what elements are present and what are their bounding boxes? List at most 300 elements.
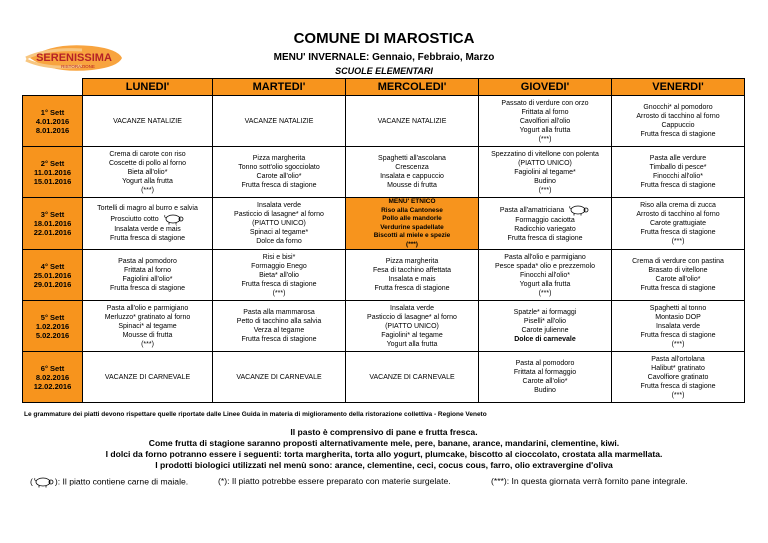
dish-text: Spatzle* ai formaggi (513, 309, 577, 316)
dish-text: Spinaci* al tegame (118, 322, 177, 330)
corner-cell (23, 79, 83, 96)
dish-line (614, 257, 742, 266)
dish-line (215, 262, 343, 271)
dish-line (481, 150, 609, 159)
dish-line (85, 266, 210, 275)
dish-text: Riso alla crema di zucca (640, 202, 716, 209)
dish-line (481, 204, 609, 216)
menu-cell (346, 301, 479, 352)
menu-cell (346, 352, 479, 403)
week-row (23, 301, 745, 352)
day-header: MARTEDI' (213, 79, 346, 96)
dish-line (348, 304, 476, 313)
dish-text: Frutta fresca di stagione (507, 235, 583, 242)
dish-line (614, 103, 742, 112)
dish-line (85, 313, 210, 322)
dish-line (348, 232, 476, 241)
menu-cell (479, 147, 612, 198)
dish-line (614, 304, 742, 313)
dish-line (215, 201, 343, 210)
menu-cell (83, 301, 213, 352)
dish-line (85, 284, 210, 293)
week-label-line: 12.02.2016 (33, 381, 72, 391)
dish-line (614, 121, 742, 130)
dish-text: Halibut* gratinato (651, 364, 705, 372)
dish-text: Radicchio variegato (514, 226, 576, 233)
menu-cell (213, 96, 346, 147)
dish-text: Yogurt alla frutta (519, 126, 571, 134)
menu-cell (479, 250, 612, 301)
dish-text: (***) (141, 186, 154, 194)
dish-line (614, 112, 742, 121)
dish-line (85, 186, 210, 195)
dish-text: Budino (534, 177, 556, 185)
dish-line (85, 117, 210, 126)
dish-text: Insalata verde (257, 202, 301, 209)
dish-line (614, 163, 742, 172)
week-label (23, 198, 83, 250)
dish-text: (***) (406, 240, 418, 248)
dish-line (215, 317, 343, 326)
pig-icon (163, 213, 185, 225)
dish-text: Pasta al pomodoro (118, 258, 177, 265)
dish-text: Frutta fresca di stagione (640, 331, 716, 339)
week-label-line: 5° Sett (40, 312, 65, 322)
dish-line (481, 271, 609, 280)
dish-text: Arrosto di tacchino al forno (636, 113, 720, 120)
dish-text: Carote all'olio* (655, 276, 701, 283)
week-row (23, 352, 745, 403)
dish-text: Finocchi all'olio* (653, 173, 703, 180)
dish-line (215, 210, 343, 219)
dish-line (348, 215, 476, 224)
dish-line (614, 154, 742, 163)
dish-line (614, 340, 742, 349)
dish-line (215, 154, 343, 163)
menu-cell (213, 301, 346, 352)
dish-text: Pasta al pomodoro (515, 360, 575, 367)
menu-cell (213, 250, 346, 301)
dish-line (85, 275, 210, 284)
dish-text: Pasta all'olio e parmigiano (504, 253, 586, 261)
dish-line (215, 308, 343, 317)
dish-text: Pasta all'olio e parmigiano (106, 304, 189, 312)
grammature-note: Le grammature dei piatti devono rispettare quelle riportate dalle Linee Guida in materia di miglioramento della ristorazione collettiva - Regione Veneto (24, 411, 487, 418)
dish-text: Fesa di tacchino affettata (372, 267, 452, 274)
dish-line (481, 262, 609, 271)
menu-cell (83, 250, 213, 301)
week-label-line: 6° Sett (40, 363, 65, 373)
week-label-line: 3° Sett (40, 210, 65, 219)
dish-text: (PIATTO UNICO) (252, 220, 306, 227)
dish-line (481, 368, 609, 377)
logo-subtext: RISTORAZIONE (61, 64, 95, 69)
menu-cell (346, 250, 479, 301)
dish-text: Bieta* all'olio (259, 271, 299, 279)
dish-text: Insalata e mais (388, 276, 436, 283)
dish-line (481, 168, 609, 177)
dish-line (481, 117, 609, 126)
dish-text: Insalata verde (656, 322, 700, 330)
dish-line (215, 335, 343, 344)
dish-text: Tortelli di magro al burro e salvia (97, 205, 198, 212)
dish-text: Insalata e cappuccio (380, 173, 444, 180)
week-label (23, 96, 83, 147)
menu-cell (479, 198, 612, 250)
dish-text: Passato di verdure con orzo (501, 99, 589, 107)
week-label-line: 1° Sett (40, 107, 65, 117)
dish-text: Insalata verde (390, 304, 434, 312)
dish-text: Insalata verde e mais (114, 226, 181, 233)
dish-text: Spaghetti all'ascolana (378, 155, 446, 162)
dish-text: Crema di verdure con pastina (632, 258, 724, 265)
dish-line (85, 168, 210, 177)
dish-text: Petto di tacchino alla salvia (236, 318, 322, 325)
dish-line (348, 322, 476, 331)
dish-line (215, 172, 343, 181)
dish-line (85, 225, 210, 234)
pig-icon (568, 204, 590, 216)
dish-line (215, 181, 343, 190)
dish-line (614, 313, 742, 322)
legend-wholegrain: (***): In questa giornata verrà fornito pane integrale. (491, 476, 688, 486)
dish-text: VACANZE DI CARNEVALE (104, 373, 191, 381)
dish-text: Finocchi all'olio* (520, 271, 570, 279)
dish-line (85, 322, 210, 331)
dish-line (215, 237, 343, 246)
dish-line (85, 340, 210, 349)
dish-text: Montasio DOP (655, 313, 701, 321)
dish-text: Timballo di pesce* (649, 164, 707, 171)
dish-text: Fagiolini* al tegame (381, 331, 443, 339)
dish-line (85, 234, 210, 243)
page-subtitle: MENU' INVERNALE: Gennaio, Febbraio, Marzo (273, 52, 495, 63)
dish-line (481, 280, 609, 289)
dish-text: Prosciutto cotto (110, 215, 159, 223)
dish-line (481, 386, 609, 395)
dish-line (348, 172, 476, 181)
dish-line (481, 317, 609, 326)
legend-frozen: (*): Il piatto potrebbe essere preparato con materie surgelate. (218, 476, 451, 486)
info-line: I dolci da forno potranno essere i seguenti: torta margherita, torta allo yogurt, plumcake, biscotto al cioccolato, crostata alla marmellata. (105, 449, 663, 459)
menu-cell (479, 352, 612, 403)
week-label-line: 4° Sett (40, 261, 65, 271)
week-label (23, 250, 83, 301)
dish-line (85, 213, 210, 225)
dish-line (614, 355, 742, 364)
dish-text: Spaghetti al tonno (649, 304, 707, 312)
dish-text: Verdurine spadellate (380, 223, 444, 231)
dish-text: (***) (538, 186, 552, 194)
info-line: Come frutta di stagione saranno proposti alternativamente mele, pere, banane, arance, mandarini, clementine, kiwi. (148, 438, 620, 448)
menu-cell (346, 198, 479, 250)
dish-text: Pasta all'amatriciana (499, 206, 565, 214)
dish-line (215, 219, 343, 228)
week-label-line: 25.01.2016 (33, 270, 72, 280)
dish-text: Risi e bisi* (262, 253, 296, 261)
dish-line (85, 159, 210, 168)
dish-line (348, 284, 476, 293)
dish-text: Pasta alla mammarosa (243, 309, 315, 316)
dish-line (348, 275, 476, 284)
dish-text: Spezzatino di vitellone con polenta (491, 150, 599, 158)
menu-table (22, 78, 745, 403)
dish-line (481, 126, 609, 135)
dish-text: VACANZE NATALIZIE (244, 117, 314, 125)
day-header: MERCOLEDI' (346, 79, 479, 96)
week-label (23, 301, 83, 352)
dish-text: (***) (671, 340, 685, 348)
dish-line (614, 266, 742, 275)
dish-line (481, 377, 609, 386)
dish-line (614, 275, 742, 284)
dish-text: Pasticcio di lasagne* al forno (367, 313, 457, 321)
dish-line (481, 177, 609, 186)
dish-text: Frutta fresca di stagione (241, 280, 317, 288)
menu-cell (612, 147, 745, 198)
dish-line (348, 331, 476, 340)
dish-text: Cavolfiore gratinato (647, 373, 709, 381)
week-label (23, 147, 83, 198)
dish-text: VACANZE NATALIZIE (113, 117, 182, 125)
dish-line (481, 234, 609, 243)
day-header: VENERDI' (612, 79, 745, 96)
week-label-line: 29.01.2016 (33, 279, 72, 289)
dish-text: Frutta fresca di stagione (640, 382, 716, 390)
dish-text: Pollo alle mandorle (382, 215, 442, 222)
menu-cell (346, 147, 479, 198)
dish-text: Frittata al forno (123, 267, 172, 274)
dish-text: Frutta fresca di stagione (109, 235, 186, 242)
dish-line (215, 289, 343, 298)
dish-line (348, 207, 476, 216)
dish-text: Frutta fresca di stagione (640, 229, 716, 236)
dish-text: (***) (671, 238, 685, 245)
days-header-row (23, 79, 745, 96)
dish-line (348, 224, 476, 233)
dish-text: Verza al tegame (253, 327, 305, 334)
menu-cell (612, 198, 745, 250)
dish-line (85, 257, 210, 266)
dish-text: Merluzzo* gratinato al forno (104, 313, 191, 321)
dish-line (481, 359, 609, 368)
dish-text: Coscette di pollo al forno (108, 159, 187, 167)
dish-line (348, 163, 476, 172)
legend-pork (30, 476, 188, 488)
dish-text: Carote all'olio* (522, 378, 568, 385)
dish-line (614, 331, 742, 340)
logo-text: SERENISSIMA (36, 52, 112, 64)
dish-text: MENU' ETNICO (388, 198, 436, 205)
menu-cell (612, 96, 745, 147)
dish-line (348, 117, 476, 126)
dish-text: Mousse di frutta (122, 331, 173, 339)
dish-line (614, 181, 742, 190)
dish-text: Frittata al forno (521, 108, 569, 116)
dish-line (481, 99, 609, 108)
dish-line (614, 201, 742, 210)
week-label-line: 8.01.2016 (35, 125, 70, 135)
dish-line (348, 257, 476, 266)
week-row (23, 96, 745, 147)
dish-line (348, 198, 476, 207)
week-label-line: 11.01.2016 (33, 167, 72, 177)
week-label-line: 2° Sett (40, 158, 65, 168)
week-label-line: 4.01.2016 (35, 116, 70, 126)
dish-line (348, 340, 476, 349)
dish-text: Gnocchi* al pomodoro (643, 104, 713, 111)
week-label-line: 1.02.2016 (35, 321, 70, 331)
dish-text: Pasta alle verdure (649, 155, 707, 162)
dish-text: (***) (671, 391, 685, 399)
dish-line (614, 210, 742, 219)
dish-text: Frutta fresca di stagione (241, 336, 317, 343)
dish-text: Piselli* all'olio (523, 318, 567, 325)
dish-line (481, 289, 609, 298)
dish-text: Pizza margherita (385, 258, 439, 265)
dish-line (481, 225, 609, 234)
dish-line (85, 150, 210, 159)
dish-text: Crema di carote con riso (109, 150, 186, 158)
dish-line (85, 177, 210, 186)
week-label (23, 352, 83, 403)
dish-text: Carote julienne (521, 327, 569, 334)
info-line: I prodotti biologici utilizzati nel menù sono: arance, clementine, ceci, cocus cous, farro, olio extravergine d'oliva (155, 460, 613, 470)
dish-text: Spinaci al tegame* (249, 229, 309, 236)
dish-line (481, 108, 609, 117)
week-label-line: 8.02.2016 (35, 372, 70, 382)
dish-text: Pizza margherita (252, 155, 306, 162)
dish-text: Frittata al formaggio (513, 369, 577, 376)
dish-text: Formaggio caciotta (515, 217, 575, 224)
dish-line (481, 335, 609, 344)
dish-line (481, 159, 609, 168)
dish-line (348, 313, 476, 322)
dish-text: Dolce da forno (256, 238, 302, 245)
dish-line (614, 364, 742, 373)
menu-cell (346, 96, 479, 147)
dish-text: (***) (272, 289, 286, 297)
dish-text: (PIATTO UNICO) (385, 322, 439, 330)
dish-text: Frutta fresca di stagione (640, 131, 716, 138)
dish-text: Frutta fresca di stagione (374, 285, 450, 292)
dish-line (614, 219, 742, 228)
dish-text: Mousse di frutta (387, 182, 437, 189)
dish-text: Bieta all'olio* (127, 168, 168, 176)
dish-text: (***) (538, 135, 552, 143)
dish-line (614, 382, 742, 391)
dish-line (348, 373, 476, 382)
dish-text: Yogurt alla frutta (122, 177, 173, 185)
dish-text: Cappuccio (661, 122, 695, 129)
dish-line (481, 135, 609, 144)
week-row (23, 198, 745, 250)
dish-text: Formaggio Enego (251, 262, 307, 270)
dish-text: Pesce spada* olio e prezzemolo (494, 262, 595, 270)
dish-text: Dolce di carnevale (514, 336, 576, 343)
dish-line (215, 271, 343, 280)
menu-cell (83, 198, 213, 250)
week-row (23, 147, 745, 198)
week-row (23, 250, 745, 301)
dish-text: Frutta fresca di stagione (640, 182, 716, 189)
dish-line (348, 266, 476, 275)
dish-text: Yogurt alla frutta (386, 340, 438, 348)
dish-line (215, 228, 343, 237)
menu-cell (612, 301, 745, 352)
dish-text: Tonno sott'olio sgocciolato (238, 164, 320, 171)
menu-cell (213, 352, 346, 403)
dish-text: Yogurt alla frutta (519, 280, 571, 288)
week-label-line: 15.01.2016 (33, 176, 72, 186)
legend-pork-text: ): Il piatto contiene carne di maiale. (54, 476, 189, 487)
dish-text: Frutta fresca di stagione (241, 182, 317, 189)
dish-line (481, 326, 609, 335)
dish-line (481, 308, 609, 317)
dish-line (85, 331, 210, 340)
dish-line (614, 172, 742, 181)
dish-line (614, 228, 742, 237)
dish-line (614, 322, 742, 331)
dish-text: (***) (141, 340, 154, 348)
dish-line (215, 163, 343, 172)
menu-cell (213, 198, 346, 250)
dish-text: Brasato di vitellone (648, 267, 708, 274)
menu-cell (479, 96, 612, 147)
dish-line (85, 204, 210, 213)
dish-line (215, 373, 343, 382)
dish-line (215, 253, 343, 262)
menu-cell (612, 352, 745, 403)
dish-line (481, 186, 609, 195)
school-label: SCUOLE ELEMENTARI (335, 66, 433, 76)
pig-icon (33, 476, 55, 488)
dish-line (348, 154, 476, 163)
dish-line (481, 216, 609, 225)
menu-cell (83, 96, 213, 147)
dish-text: Riso alla Cantonese (381, 206, 443, 214)
menu-cell (479, 301, 612, 352)
dish-text: Fagiolini al tegame* (514, 168, 576, 176)
dish-text: Fagiolini all'olio* (122, 276, 173, 283)
dish-line (215, 117, 343, 126)
day-header: GIOVEDI' (479, 79, 612, 96)
legend-pork-prefix: ( (30, 476, 33, 487)
dish-text: Carote grattugiate (649, 220, 707, 227)
dish-line (614, 391, 742, 400)
dish-text: Frutta fresca di stagione (640, 285, 716, 292)
dish-line (85, 373, 210, 382)
info-line: Il pasto è comprensivo di pane e frutta fresca. (290, 427, 478, 437)
dish-text: Budino (534, 387, 556, 394)
dish-line (614, 284, 742, 293)
dish-line (348, 181, 476, 190)
dish-text: Pasta all'ortolana (651, 355, 705, 363)
dish-line (614, 130, 742, 139)
dish-text: Cavolfiori all'olio (519, 117, 571, 125)
week-label-line: 5.02.2016 (35, 330, 70, 340)
page-title: COMUNE DI MAROSTICA (293, 30, 475, 47)
dish-line (348, 241, 476, 250)
dish-text: (***) (538, 289, 552, 297)
dish-text: (PIATTO UNICO) (518, 159, 572, 167)
dish-line (614, 237, 742, 246)
menu-cell (213, 147, 346, 198)
menu-cell (612, 250, 745, 301)
menu-cell (83, 352, 213, 403)
dish-line (215, 326, 343, 335)
dish-text: VACANZE NATALIZIE (377, 117, 447, 125)
